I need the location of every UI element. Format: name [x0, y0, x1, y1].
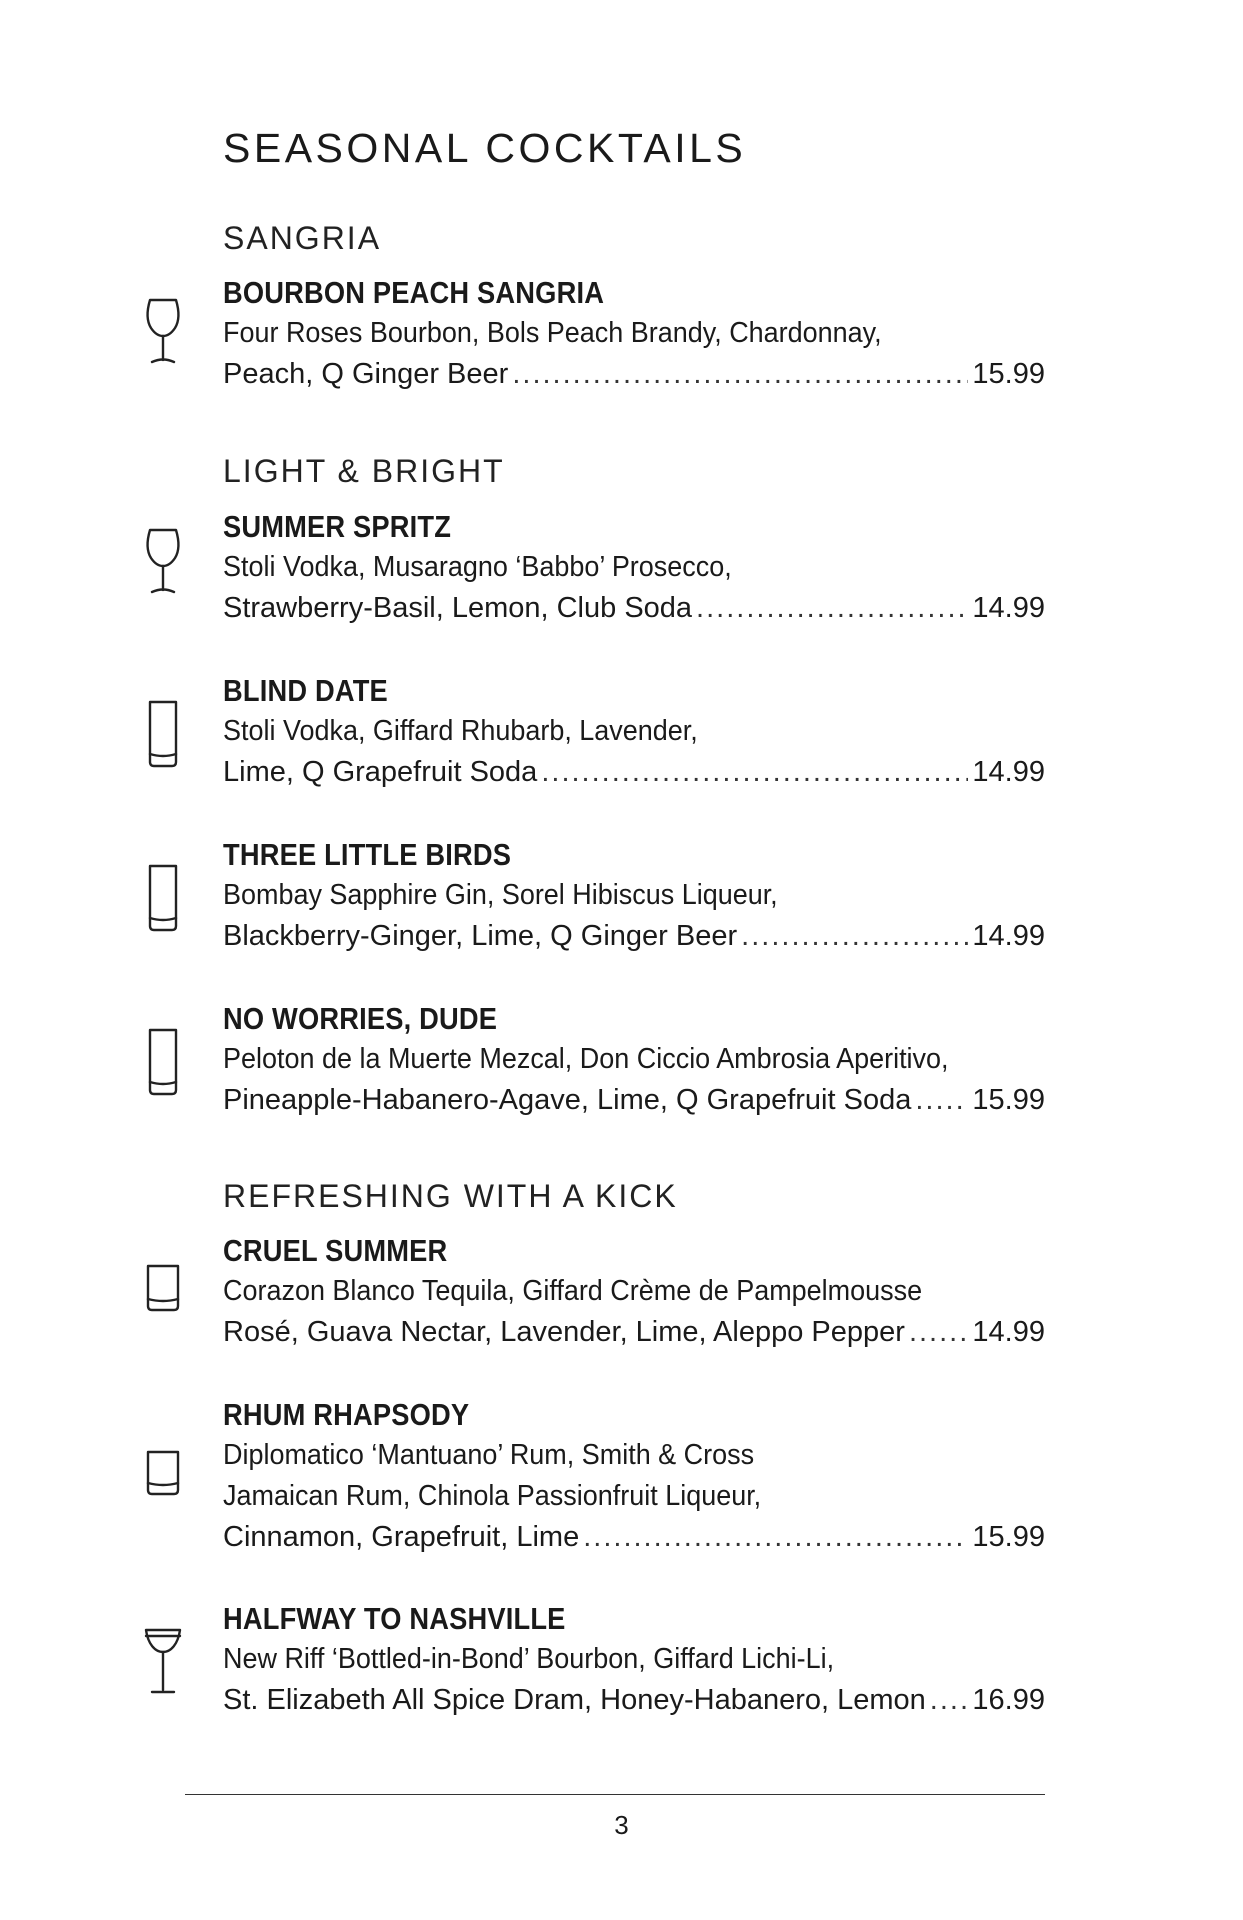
item-ingredients: Stoli Vodka, Musaragno ‘Babbo’ Prosecco, — [223, 551, 732, 583]
item-price-line — [223, 1312, 1045, 1353]
menu-item — [223, 272, 1045, 395]
collins-glass-icon — [143, 1026, 183, 1098]
page-number: 3 — [614, 1810, 629, 1840]
item-price-line — [223, 354, 1045, 395]
dot-leader — [583, 1517, 968, 1558]
item-price: 15.99 — [972, 1084, 1045, 1116]
item-ingredients: Blackberry-Ginger, Lime, Q Ginger Beer — [223, 920, 738, 952]
item-name: THREE LITTLE BIRDS — [223, 837, 512, 872]
item-ingredients: Cinnamon, Grapefruit, Lime — [223, 1521, 580, 1553]
coupe-glass-icon — [143, 1626, 183, 1698]
menu-item — [223, 506, 1045, 629]
dot-leader — [696, 588, 968, 629]
section-title: REFRESHING WITH A KICK — [223, 1178, 678, 1214]
item-name: NO WORRIES, DUDE — [223, 1001, 498, 1036]
dot-leader — [915, 1080, 968, 1121]
item-ingredients: Four Roses Bourbon, Bols Peach Brandy, Chardonnay, — [223, 317, 882, 349]
item-price-line — [223, 1517, 1045, 1558]
item-price: 15.99 — [972, 1521, 1045, 1553]
item-ingredients: Stoli Vodka, Giffard Rhubarb, Lavender, — [223, 715, 698, 747]
item-price-line — [223, 588, 1045, 629]
item-price-line — [223, 1680, 1045, 1721]
item-ingredients: Bombay Sapphire Gin, Sorel Hibiscus Liqueur, — [223, 879, 778, 911]
item-ingredients: Rosé, Guava Nectar, Lavender, Lime, Aleppo Pepper — [223, 1316, 905, 1348]
rocks-glass-icon — [143, 1448, 183, 1498]
item-ingredients: Jamaican Rum, Chinola Passionfruit Liqueur, — [223, 1480, 762, 1512]
item-name: BOURBON PEACH SANGRIA — [223, 275, 605, 310]
item-price: 16.99 — [972, 1684, 1045, 1716]
footer-divider — [185, 1794, 1045, 1795]
item-ingredients: Diplomatico ‘Mantuano’ Rum, Smith & Cross — [223, 1439, 755, 1471]
page-title: SEASONAL COCKTAILS — [223, 125, 747, 171]
item-ingredients: Lime, Q Grapefruit Soda — [223, 756, 538, 788]
wine-glass-icon — [143, 296, 183, 368]
item-name: SUMMER SPRITZ — [223, 509, 452, 544]
item-ingredients: Strawberry-Basil, Lemon, Club Soda — [223, 592, 693, 624]
item-price: 14.99 — [972, 592, 1045, 624]
wine-glass-icon — [143, 526, 183, 598]
collins-glass-icon — [143, 862, 183, 934]
collins-glass-icon — [143, 698, 183, 770]
menu-item — [223, 834, 1045, 957]
rocks-glass-icon — [143, 1262, 183, 1314]
item-name: HALFWAY TO NASHVILLE — [223, 1601, 566, 1636]
menu-item — [223, 1598, 1045, 1721]
item-ingredients: St. Elizabeth All Spice Dram, Honey-Habanero, Lemon — [223, 1684, 926, 1716]
section-title: SANGRIA — [223, 220, 382, 256]
item-name: BLIND DATE — [223, 673, 388, 708]
dot-leader — [909, 1312, 968, 1353]
dot-leader — [930, 1680, 969, 1721]
item-name: CRUEL SUMMER — [223, 1233, 448, 1268]
dot-leader — [541, 752, 968, 793]
item-price: 14.99 — [972, 920, 1045, 952]
item-ingredients: New Riff ‘Bottled-in-Bond’ Bourbon, Giffard Lichi-Li, — [223, 1643, 835, 1675]
item-name: RHUM RHAPSODY — [223, 1397, 470, 1432]
item-ingredients: Corazon Blanco Tequila, Giffard Crème de Pampelmousse — [223, 1275, 923, 1307]
dot-leader — [741, 916, 968, 957]
item-ingredients: Peach, Q Ginger Beer — [223, 358, 509, 390]
item-price: 14.99 — [972, 1316, 1045, 1348]
menu-item — [223, 670, 1045, 793]
item-ingredients: Pineapple-Habanero-Agave, Lime, Q Grapefruit Soda — [223, 1084, 912, 1116]
menu-item — [223, 1230, 1045, 1353]
menu-item — [223, 1394, 1045, 1558]
section-title: LIGHT & BRIGHT — [223, 453, 505, 489]
dot-leader — [512, 354, 968, 395]
menu-item — [223, 998, 1045, 1121]
item-price-line — [223, 1080, 1045, 1121]
item-price: 14.99 — [972, 756, 1045, 788]
item-price: 15.99 — [972, 358, 1045, 390]
item-price-line — [223, 752, 1045, 793]
item-price-line — [223, 916, 1045, 957]
item-ingredients: Peloton de la Muerte Mezcal, Don Ciccio Ambrosia Aperitivo, — [223, 1043, 949, 1075]
